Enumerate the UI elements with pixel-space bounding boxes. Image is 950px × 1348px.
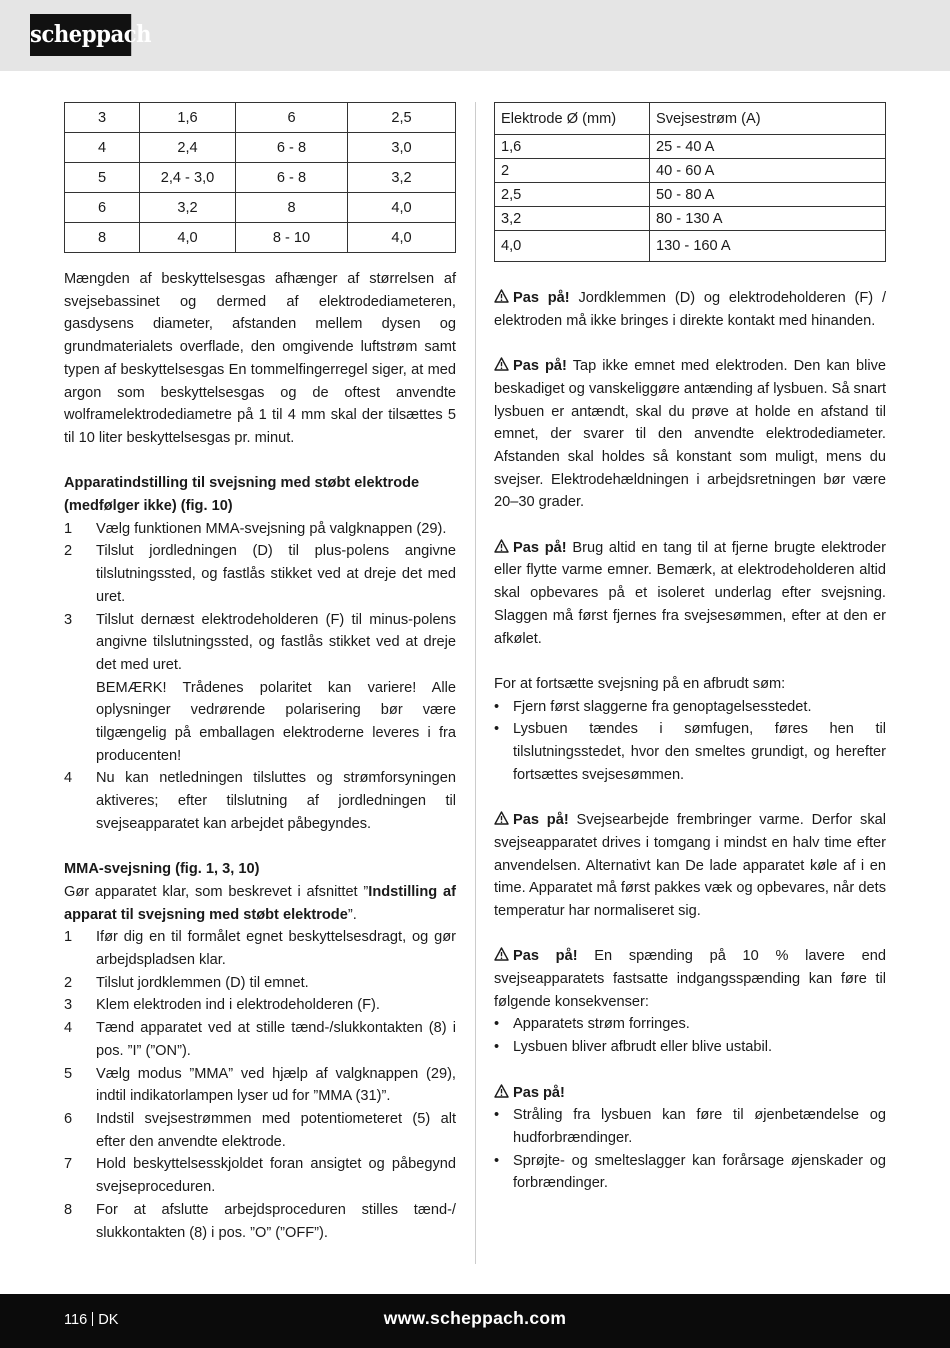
warning-1: Pas på! Jordklemmen (D) og elektrodeholderen (F) / elektroden må ikke bringes i direkte kontakt med hinanden. bbox=[494, 290, 886, 329]
list-item: • Stråling fra lysbuen kan føre til øjenbetændelse og hudforbrændinger. bbox=[494, 1107, 886, 1146]
table-row: 3 1,6 6 2,5 bbox=[65, 103, 456, 133]
list-item: • Lysbuen tændes i sømfugen, føres hen til tilslutningsstedet, hvor den smeltes grundigt, og herefter fortsættes svejsesømmen. bbox=[494, 721, 886, 783]
list-item: 1 Vælg funktionen MMA-svejsning på valgknappen (29). bbox=[64, 520, 447, 537]
warning-3: Pas på! Brug altid en tang til at fjerne brugte elektroder eller flytte varme emner. Bemærk, at elektrodeholderen altid skal opbevares på et isoleret underlag efter svejsning. Slaggen må først fjernes fra svejsesømmen, efter at den er afkølet. bbox=[494, 539, 886, 647]
table-row: 8 4,0 8 - 10 4,0 bbox=[65, 223, 456, 253]
section-heading-mma: MMA-svejsning (fig. 1, 3, 10) bbox=[64, 861, 260, 878]
column-divider bbox=[475, 102, 476, 1264]
current-table bbox=[494, 102, 886, 262]
page-number: 116 DK bbox=[64, 1312, 119, 1328]
warning-triangle-icon bbox=[494, 947, 509, 961]
list-item: 5 Vælg modus ”MMA” ved hjælp af valgknappen (29), indtil indikatorlampen lyser ud for ”MMA (31)”. bbox=[64, 1065, 456, 1105]
warning-6: Pas på! bbox=[494, 1082, 886, 1105]
table-row: 6 3,2 8 4,0 bbox=[65, 193, 456, 223]
polarity-note: BEMÆRK! Trådenes polaritet kan variere! Alle oplysninger vedrørende polarisering bør være tilgængelig på emballagen elektroderne leveres i fra producenten! bbox=[96, 679, 456, 764]
list-item: 7 Hold beskyttelsesskjoldet foran ansigtet og påbegynd svejseproceduren. bbox=[64, 1156, 456, 1196]
list-item: 4 Tænd apparatet ved at stille tænd-/slukkontakten (8) i pos. ”I” (”ON”). bbox=[64, 1020, 456, 1059]
table-row: 4,0 130 - 160 A bbox=[495, 231, 886, 262]
list-item: 8 For at afslutte arbejdsproceduren stilles tænd-/ slukkontakten (8) i pos. ”O” (”OFF”). bbox=[64, 1201, 456, 1241]
website-link[interactable]: www.scheppach.com bbox=[383, 1308, 567, 1328]
list-item: • Sprøjte- og smelteslagger kan forårsage øjenskader og forbrændinger. bbox=[494, 1152, 886, 1192]
table-row: 2,5 50 - 80 A bbox=[495, 183, 886, 207]
table-row: 1,6 25 - 40 A bbox=[495, 135, 886, 159]
warning-triangle-icon bbox=[494, 811, 509, 825]
warning-2: Pas på! Tap ikke emnet med elektroden. Den kan blive beskadiget og vanskeliggøre antænding af lysbuen. Så snart lysbuen er antændt, skal du prøve at holde en afstand til emnet, der svarer til den anvendte elektrodediameter. Afstanden skal holdes så konstant som muligt, mens du svejser. Elektrodehældningen i arbejdsretningen bør være 20–30 grader. bbox=[494, 358, 886, 511]
list-item: 2 Tilslut jordklemmen (D) til emnet. bbox=[64, 974, 309, 991]
warning-triangle-icon bbox=[494, 539, 509, 553]
warning-triangle-icon bbox=[494, 289, 509, 303]
table-header-row: Elektrode Ø (mm) Svejsestrøm (A) bbox=[495, 103, 886, 135]
table-row: 3,2 80 - 130 A bbox=[495, 207, 886, 231]
list-item: 6 Indstil svejsestrømmen med potentiometeret (5) alt efter den anvendte elektrode. bbox=[64, 1110, 456, 1150]
left-column bbox=[64, 102, 456, 1244]
scheppach-logo: scheppach bbox=[30, 14, 131, 56]
gas-paragraph: Mængden af beskyttelsesgas afhænger af størrelsen af svejsebassinet og dermed af elektrodediameteren, gasdysens diameter, afstanden mellem dysen og grundmaterialets overflade, den omgivende luftstrøm samt typen af beskyttelsesgas En tommelfingerregel siger, at med argon som beskyttelsesgas og de oftest anvendte wolframelektrodediametre på 1 til 4 mm skal der tilsættes 5 til 10 liter beskyttelsesgas pr. minut. bbox=[64, 271, 456, 446]
list-item: • Fjern først slaggerne fra genoptagelsesstedet. bbox=[494, 698, 812, 715]
list-item: 3 Klem elektroden ind i elektrodeholderen (F). bbox=[64, 997, 380, 1014]
list-item: • Lysbuen bliver afbrudt eller blive ustabil. bbox=[494, 1039, 773, 1056]
list-item: • Apparatets strøm forringes. bbox=[494, 1016, 690, 1033]
list-item: 3 Tilslut dernæst elektrodeholderen (F) til minus-polens angivne tilslutningssted, og fastlås stikket ved at dreje det med uret. BEMÆRK! Trådenes polaritet kan variere! Alle oplysninger vedrørende polarisering bør være tilgængelig på emballagen elektroderne leveres i fra producenten! bbox=[64, 611, 456, 764]
list-item: 4 Nu kan netledningen tilsluttes og strømforsyningen aktiveres; efter tilslutning af jordledningen til svejseapparatet kan arbejdet påbegyndes. bbox=[64, 770, 456, 832]
mma-intro: Gør apparatet klar, som beskrevet i afsnittet ”Indstilling af apparat til svejsning med støbt elektrode”. bbox=[64, 883, 456, 923]
table-row: 4 2,4 6 - 8 3,0 bbox=[65, 133, 456, 163]
gas-table bbox=[64, 102, 456, 253]
warning-4: Pas på! Svejsearbejde frembringer varme. Derfor skal svejseapparatet drives i tomgang i mindst en halv time efter anvendelsen. Alternativt kan De lade apparatet køle af i en time. Apparatet må først pakkes væk og opbevares, når dets temperatur har normaliseret sig. bbox=[494, 812, 886, 919]
resume-intro: For at fortsætte svejsning på en afbrudt søm: bbox=[494, 675, 786, 692]
warning-5: Pas på! En spænding på 10 % lavere end svejseapparatets fastsatte indgangsspænding kan føre til følgende konsekvenser: bbox=[494, 948, 886, 1010]
warning-triangle-icon bbox=[494, 357, 509, 371]
warning-triangle-icon bbox=[494, 1084, 509, 1098]
footer-band bbox=[0, 1294, 950, 1348]
table-row: 5 2,4 - 3,0 6 - 8 3,2 bbox=[65, 163, 456, 193]
list-item: 1 Ifør dig en til formålet egnet beskyttelsesdragt, og gør arbejdspladsen klar. bbox=[64, 929, 456, 969]
right-column bbox=[494, 102, 886, 1195]
list-item: 2 Tilslut jordledningen (D) til plus-polens angivne tilslutningssted, og fastlås stikket ved at dreje det med uret. bbox=[64, 543, 456, 605]
section-heading-setup: Apparatindstilling til svejsning med støbt elektrode (medfølger ikke) (fig. 10) bbox=[64, 475, 420, 515]
table-row: 2 40 - 60 A bbox=[495, 159, 886, 183]
header-band bbox=[0, 0, 950, 71]
